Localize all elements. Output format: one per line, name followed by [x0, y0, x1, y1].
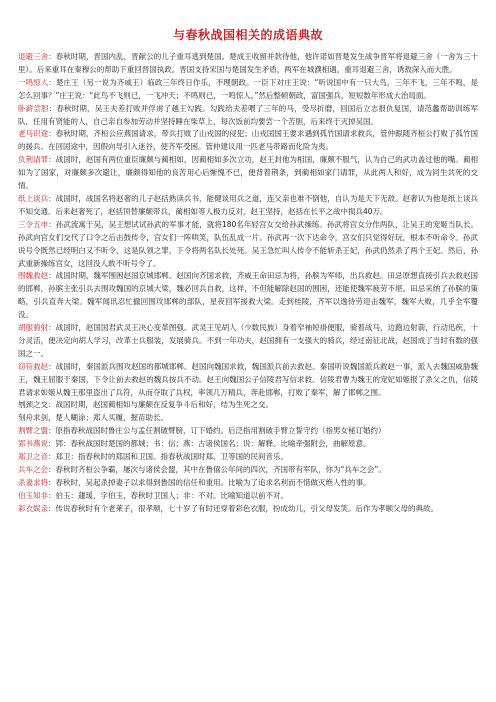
idiom-explanation: ：传说春秋时有个老莱子，很孝顺，七十岁了有时还穿着彩色衣服，扮成幼儿，引父母发笑。后作为孝顺父母的典故。: [48, 503, 438, 513]
idiom-term: 伯玉知非: [18, 490, 48, 500]
idiom-term: 割臂之盟: [18, 426, 48, 436]
idiom-entry: [18, 503, 478, 516]
idiom-entry: [18, 425, 478, 438]
idiom-explanation: ：春秋时期，吴王夫差打败并俘虏了越王勾践。勾践给夫差喂了三年的马，受尽折磨，回国后立志报仇复国，请范蠡帮助训练军队，任用有贤能的人，自己亲自参加劳动并坚持睡在柴草上，每次饭前均要尝一个苦胆，后来终于灭掉吴国。: [18, 103, 479, 126]
idiom-term: 纸上谈兵: [18, 193, 49, 203]
idiom-entry: [18, 490, 478, 503]
idiom-entry: [18, 51, 478, 77]
idiom-explanation: ：战国时，战国名将赵奢的儿子赵括熟读兵书，能健谈用兵之道，连父亲也难不倒他，自认为是天下无敌。赵奢认为他是纸上谈兵不知交通。后来赵奢死了，赵括顶替廉颇带兵，蔺相如等人极力反对，赵王坚持，赵括在长平之战中损兵40万。: [18, 193, 479, 216]
idiom-entry: [18, 128, 478, 154]
idiom-explanation: ：伯玉：蘧瑗，字伯玉，春秋时卫国人；非：不对。比喻知道以前不对。: [48, 490, 288, 500]
idiom-entry: [18, 103, 478, 129]
idiom-explanation: ：原指春秋战国时鲁庄公与孟任割破臂膀，订下婚约。后泛指用割破手臂立誓守约（指男女秘订婚约）: [48, 426, 386, 436]
idiom-explanation: ：战国时，赵国国君武灵王决心变革图强。武灵王见胡人（少数民族）身着窄袖短褂便服，骑着战马，边跑边射箭，行动迅疾，十分灵活，便决定向胡人学习，改革士兵服装，发展骑兵。不到一年功夫，赵国拥有一支强大的骑兵，经过南征北战，赵国成了当时有数的强国之一。: [18, 323, 479, 358]
idiom-term: 负荆请罪: [18, 155, 49, 165]
idiom-list: [18, 51, 478, 516]
idiom-entry: [18, 154, 478, 193]
idiom-term: 窃符救赵: [18, 361, 49, 371]
idiom-term: 胡服骑射: [18, 323, 49, 333]
idiom-term: 退避三舍: [18, 52, 49, 61]
idiom-term: 郑卫之音: [18, 452, 48, 462]
idiom-term: 郢书燕说: [18, 439, 48, 449]
idiom-entry: [18, 193, 478, 219]
idiom-term: 三令五申: [18, 219, 49, 229]
idiom-explanation: 刻舟求剑，楚人糊涂；郑人买履，握苗助长。: [18, 413, 168, 423]
idiom-term: 杀妻求将: [18, 477, 48, 487]
idiom-explanation: ：郑卫：指春秋时的郑国和卫国。指春秋战国时郑、卫等国的民间音乐。: [48, 452, 288, 462]
document-title: 与春秋战国相关的成语典故: [172, 28, 323, 42]
idiom-entry: [18, 361, 478, 400]
idiom-explanation: ：战国时期，魏军围困赵国京城邯郸。赵国向齐国求救，齐威王命田忌为将，孙膑为军师，出兵救赵。田忌原想直接引兵去救赵国的邯郸，孙膑主张引兵去围攻魏国的京城大梁，魏必回兵自救，这样，不但能解除赵国的围困，还能使魏军疲劳不堪。田忌采纳了孙膑的策略，引兵直奔大梁。魏军闻讯忍忙撤回围攻邯郸的部队，星夜回军援救大梁。走到桂陵，齐军以逸待劳迎击魏军，魏军大败，几乎全军覆没。: [18, 271, 479, 320]
idiom-entry: [18, 438, 478, 451]
idiom-explanation: ：孙武流寓于吴，吴王想试试孙武的军事才能，就将180名年轻宫女交给孙武操练。孙武将宫女分作两队，让吴王的宠姬当队长。孙武向宫女们交代了口令之后击鼓传令，宫女们一阵哄笑，队伍乱成一片。孙武再一次下达命令，宫女们只觉得好玩，根本不听命令。孙武说号令既然已经明白又不听令，这是队领之罪，下令将两名队长处死。吴王急忙叫人传令不能斩杀王妃，孙武仍然杀了两个王妃。然后，孙武重新操练宫女，这回没人敢不听号令了。: [18, 219, 479, 268]
idiom-term: 一鸣惊人: [18, 77, 49, 87]
idiom-explanation: ：春秋时，吴起杀掉妻子以求得到鲁国的信任和重用。比喻为了追求名利而不惜做灭绝人性的事。: [48, 477, 371, 487]
idiom-entry: [18, 219, 478, 271]
idiom-explanation: ：战国时，赵国有两位重臣廉颇与蔺相如，因蔺相如多次立功，赵王封他为相国，廉颇不服气，认为自己的武功盖过他的嘴。蔺相如为了国家，对廉颇多次避让，廉颇得知他的良苦用心后惭愧不已，便背着荆条，到蔺相如家门请罪，从此两人和好，成为同生共死的交情。: [18, 155, 479, 191]
idiom-entry: [18, 399, 478, 412]
idiom-term: 彩衣娱亲: [18, 503, 48, 513]
idiom-term: 老马识途: [18, 129, 49, 139]
idiom-explanation: ：春秋时齐桓公争霸，屡次与诸侯会盟，其中在鲁僖公年间的四次，齐国带有军队，你为“兵车之会”。: [48, 465, 386, 474]
idiom-entry: [18, 77, 478, 103]
idiom-entry: [18, 451, 478, 464]
idiom-entry: [18, 322, 478, 361]
idiom-term: 卧薪尝胆: [18, 103, 49, 113]
idiom-explanation: 刎颈之交：战国时期，赵国蔺相如与廉颇在反复争斗后和好，结为生死之交。: [18, 400, 273, 410]
idiom-entry: [18, 477, 478, 490]
idiom-entry: [18, 412, 478, 425]
idiom-entry: [18, 464, 478, 477]
idiom-entry: [18, 270, 478, 322]
idiom-term: 围魏救赵: [18, 271, 49, 281]
idiom-explanation: ：郢：春秋战国时楚国的都城；书：信；燕：古诸侯国名；说：解释。比喻牵强附会，曲解原意。: [48, 439, 371, 449]
idiom-term: 兵车之会: [18, 465, 48, 474]
idiom-explanation: ：楚庄王（另一说为齐威王）临政三年终日作乐，不理朝政。一臣下对庄王说：“听说国中有一只大鸟，三年不飞，三年不鸣，是怎么回事？”庄王说：“此鸟不飞则已，一飞冲天；不鸣则已，一鸣惊人。”然后整顿朝政，富国强兵，短短数年形成大治局面。: [18, 77, 479, 100]
idiom-explanation: ：春秋时期，齐桓公应燕国请求，带兵打败了山戎国的侵犯；山戎国国王要求遇到孤竹国请求救兵，管仲跟随齐桓公打败了孤竹国的援兵。在回国途中，因假向导引入迷谷，使齐军受困。管仲建议用一匹老马带路而化险为夷。: [18, 129, 479, 152]
idiom-explanation: ：春秋时期，晋国内乱，晋献公的儿子重耳逃到楚国。楚成王收留并款待他，他许诺如晋楚发生战争晋军将退避三舍（一舍为三十里）。后来重耳在秦穆公的帮助下重回晋国执政。晋国支持宋国与楚国发生矛盾，两军在城濮相遇，重耳退避三舍，诱敌深入而大胜。: [18, 52, 479, 74]
idiom-explanation: ：战国时，秦国派兵围攻赵国的都城邯郸。赵国向魏国求救，魏国派兵前去救赵。秦国听说魏国派兵救赵一事，派人去魏国威胁魏王，魏王屈服于秦国，下令让前去救赵的魏兵按兵不动。赵王向魏国公子信陵君写信求救。信陵君曹为魏王的宠妃如姬报了杀父之仇，信陵君请求如姬从魏王那里盗出了兵符，从而夺取了兵权，率领几万精兵，奔赴邯郸，打败了秦军，解了邯郸之围。: [18, 361, 479, 397]
